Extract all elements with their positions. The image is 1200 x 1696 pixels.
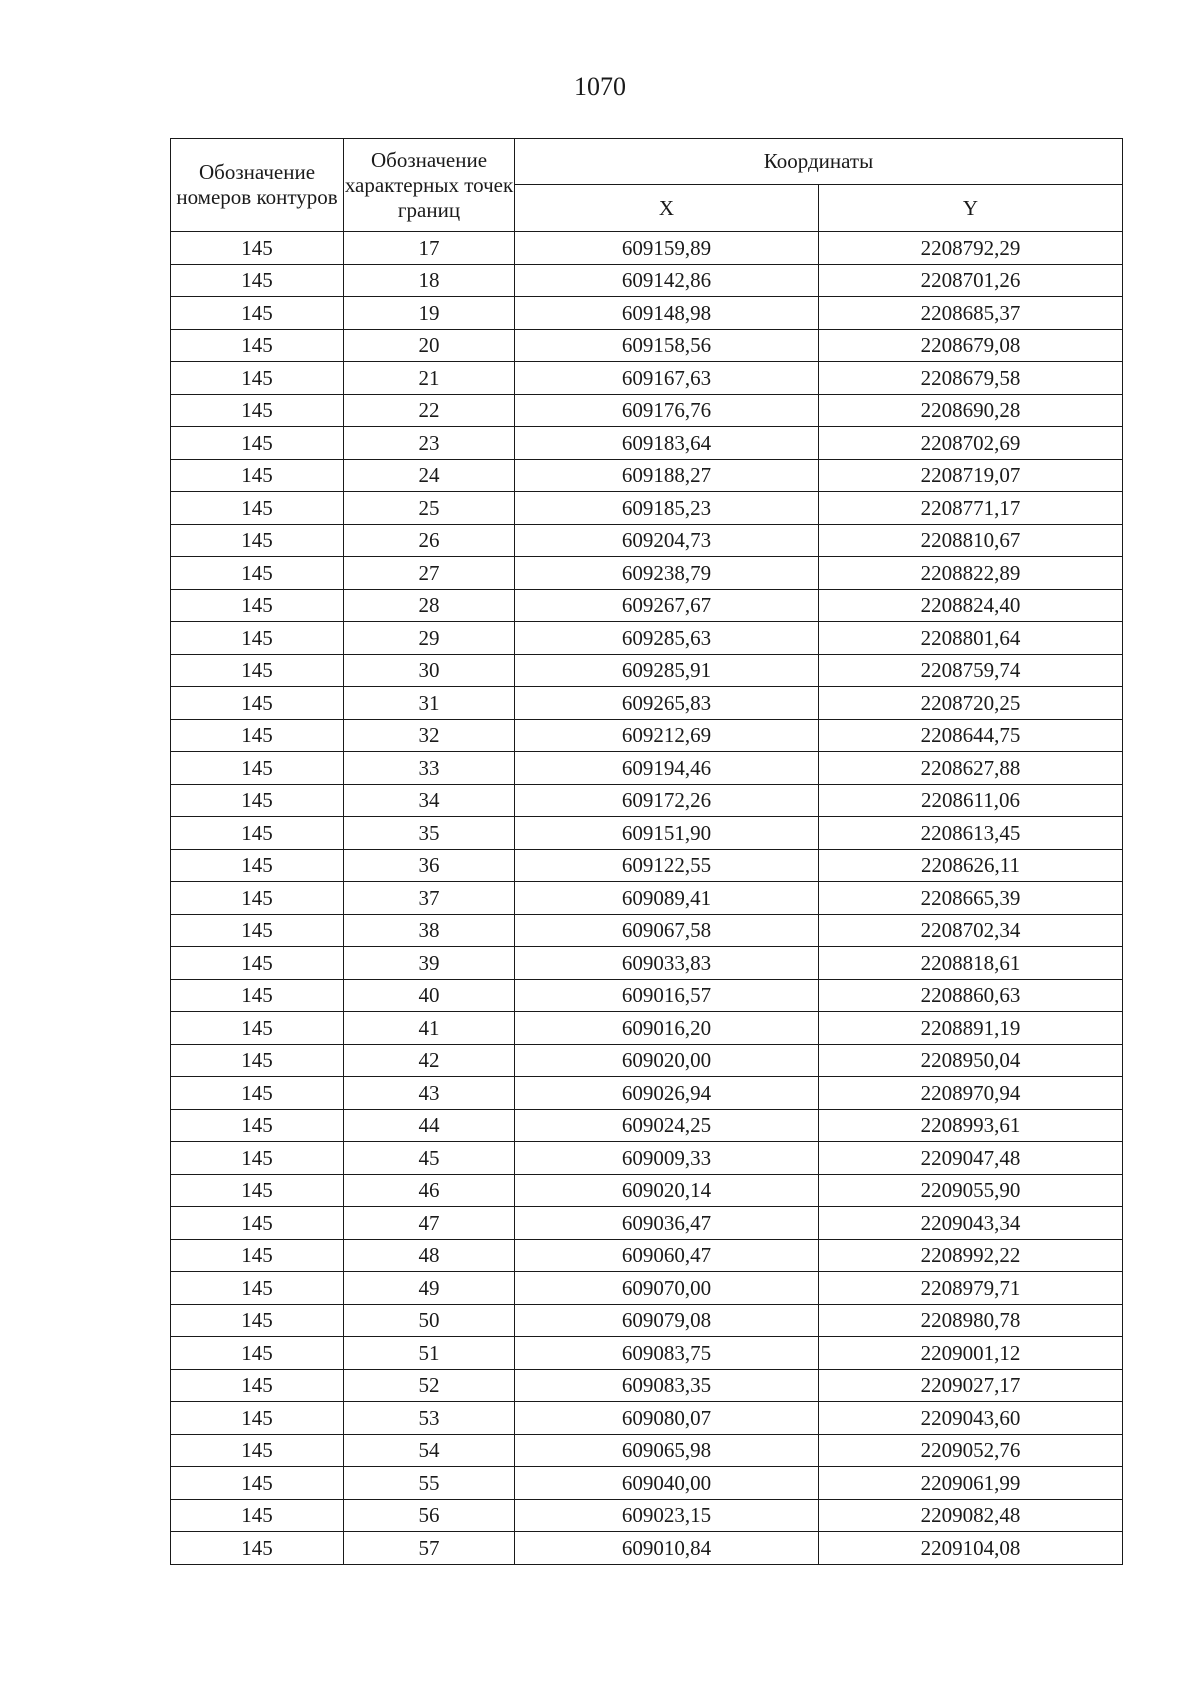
y-coordinate-cell: 2208665,39: [819, 882, 1123, 915]
x-coordinate-cell: 609020,00: [515, 1044, 819, 1077]
y-coordinate-cell: 2208611,06: [819, 784, 1123, 817]
x-coordinate-cell: 609158,56: [515, 329, 819, 362]
point-number-cell: 17: [344, 232, 515, 265]
x-coordinate-cell: 609142,86: [515, 264, 819, 297]
y-coordinate-cell: 2208993,61: [819, 1109, 1123, 1142]
y-coordinate-cell: 2208626,11: [819, 849, 1123, 882]
x-coordinate-cell: 609212,69: [515, 719, 819, 752]
x-column-header: X: [515, 185, 819, 232]
contour-number-cell: 145: [171, 362, 344, 395]
y-coordinate-cell: 2209082,48: [819, 1499, 1123, 1532]
contour-number-cell: 145: [171, 752, 344, 785]
point-number-cell: 46: [344, 1174, 515, 1207]
point-number-cell: 55: [344, 1467, 515, 1500]
point-number-cell: 25: [344, 492, 515, 525]
point-number-cell: 37: [344, 882, 515, 915]
y-coordinate-cell: 2208801,64: [819, 622, 1123, 655]
coordinates-header: Координаты: [515, 139, 1123, 185]
contour-number-cell: 145: [171, 914, 344, 947]
point-number-cell: 36: [344, 849, 515, 882]
table-row: [171, 1369, 1123, 1402]
table-row: [171, 492, 1123, 525]
point-number-cell: 53: [344, 1402, 515, 1435]
y-coordinate-cell: 2208818,61: [819, 947, 1123, 980]
x-coordinate-cell: 609183,64: [515, 427, 819, 460]
contour-number-cell: 145: [171, 1077, 344, 1110]
table-row: [171, 394, 1123, 427]
x-coordinate-cell: 609070,00: [515, 1272, 819, 1305]
point-number-cell: 50: [344, 1304, 515, 1337]
point-number-cell: 51: [344, 1337, 515, 1370]
contour-number-cell: 145: [171, 394, 344, 427]
y-coordinate-cell: 2208679,08: [819, 329, 1123, 362]
x-coordinate-cell: 609060,47: [515, 1239, 819, 1272]
point-number-cell: 39: [344, 947, 515, 980]
point-number-cell: 52: [344, 1369, 515, 1402]
y-coordinate-cell: 2208759,74: [819, 654, 1123, 687]
contour-number-cell: 145: [171, 1272, 344, 1305]
point-number-cell: 27: [344, 557, 515, 590]
table-row: [171, 1239, 1123, 1272]
table-row: [171, 1467, 1123, 1500]
point-number-cell: 31: [344, 687, 515, 720]
x-coordinate-cell: 609204,73: [515, 524, 819, 557]
table-row: [171, 232, 1123, 265]
y-coordinate-cell: 2208702,34: [819, 914, 1123, 947]
contour-number-cell: 145: [171, 1012, 344, 1045]
contour-number-cell: 145: [171, 524, 344, 557]
table-row: [171, 622, 1123, 655]
x-coordinate-cell: 609016,20: [515, 1012, 819, 1045]
table-row: [171, 1142, 1123, 1175]
table-row: [171, 1012, 1123, 1045]
table-row: [171, 1304, 1123, 1337]
x-coordinate-cell: 609033,83: [515, 947, 819, 980]
x-coordinate-cell: 609185,23: [515, 492, 819, 525]
y-coordinate-cell: 2209047,48: [819, 1142, 1123, 1175]
contour-number-cell: 145: [171, 459, 344, 492]
x-coordinate-cell: 609089,41: [515, 882, 819, 915]
y-coordinate-cell: 2209043,60: [819, 1402, 1123, 1435]
contour-number-cell: 145: [171, 784, 344, 817]
contour-number-cell: 145: [171, 1174, 344, 1207]
contour-number-cell: 145: [171, 1142, 344, 1175]
y-coordinate-cell: 2208690,28: [819, 394, 1123, 427]
contour-number-cell: 145: [171, 232, 344, 265]
y-coordinate-cell: 2209027,17: [819, 1369, 1123, 1402]
point-number-cell: 43: [344, 1077, 515, 1110]
y-coordinate-cell: 2208992,22: [819, 1239, 1123, 1272]
contour-number-cell: 145: [171, 1369, 344, 1402]
y-coordinate-cell: 2208771,17: [819, 492, 1123, 525]
x-coordinate-cell: 609083,75: [515, 1337, 819, 1370]
table-row: [171, 1207, 1123, 1240]
point-number-cell: 23: [344, 427, 515, 460]
table-row: [171, 297, 1123, 330]
table-row: [171, 914, 1123, 947]
y-coordinate-cell: 2208824,40: [819, 589, 1123, 622]
table-row: [171, 1499, 1123, 1532]
point-number-cell: 41: [344, 1012, 515, 1045]
y-coordinate-cell: 2208720,25: [819, 687, 1123, 720]
contour-number-cell: 145: [171, 492, 344, 525]
point-number-cell: 32: [344, 719, 515, 752]
table-row: [171, 1077, 1123, 1110]
contour-number-cell: 145: [171, 427, 344, 460]
y-coordinate-cell: 2208701,26: [819, 264, 1123, 297]
contour-number-cell: 145: [171, 1207, 344, 1240]
table-row: [171, 947, 1123, 980]
point-number-cell: 49: [344, 1272, 515, 1305]
table-row: [171, 557, 1123, 590]
point-number-cell: 34: [344, 784, 515, 817]
x-coordinate-cell: 609026,94: [515, 1077, 819, 1110]
table-row: [171, 882, 1123, 915]
y-coordinate-cell: 2208685,37: [819, 297, 1123, 330]
y-coordinate-cell: 2208792,29: [819, 232, 1123, 265]
point-number-cell: 18: [344, 264, 515, 297]
table-row: [171, 1272, 1123, 1305]
table-row: [171, 817, 1123, 850]
point-number-cell: 29: [344, 622, 515, 655]
x-coordinate-cell: 609194,46: [515, 752, 819, 785]
x-coordinate-cell: 609020,14: [515, 1174, 819, 1207]
contour-number-cell: 145: [171, 817, 344, 850]
point-number-cell: 24: [344, 459, 515, 492]
x-coordinate-cell: 609036,47: [515, 1207, 819, 1240]
table-row: [171, 264, 1123, 297]
y-coordinate-cell: 2208980,78: [819, 1304, 1123, 1337]
x-coordinate-cell: 609188,27: [515, 459, 819, 492]
contour-number-cell: 145: [171, 947, 344, 980]
y-coordinate-cell: 2208679,58: [819, 362, 1123, 395]
y-coordinate-cell: 2208702,69: [819, 427, 1123, 460]
contour-number-cell: 145: [171, 1402, 344, 1435]
point-number-cell: 30: [344, 654, 515, 687]
y-coordinate-cell: 2209052,76: [819, 1434, 1123, 1467]
x-coordinate-cell: 609080,07: [515, 1402, 819, 1435]
y-coordinate-cell: 2208719,07: [819, 459, 1123, 492]
y-column-header: Y: [819, 185, 1123, 232]
contour-number-cell: 145: [171, 1499, 344, 1532]
contour-number-cell: 145: [171, 1337, 344, 1370]
point-number-cell: 28: [344, 589, 515, 622]
x-coordinate-cell: 609083,35: [515, 1369, 819, 1402]
contour-number-cell: 145: [171, 622, 344, 655]
table-row: [171, 719, 1123, 752]
table-row: [171, 979, 1123, 1012]
point-number-cell: 45: [344, 1142, 515, 1175]
y-coordinate-cell: 2209104,08: [819, 1532, 1123, 1565]
point-number-cell: 21: [344, 362, 515, 395]
y-coordinate-cell: 2209001,12: [819, 1337, 1123, 1370]
table-row: [171, 752, 1123, 785]
x-coordinate-cell: 609167,63: [515, 362, 819, 395]
page-number: 1070: [574, 72, 626, 101]
x-coordinate-cell: 609010,84: [515, 1532, 819, 1565]
table-row: [171, 427, 1123, 460]
x-coordinate-cell: 609079,08: [515, 1304, 819, 1337]
table-row: [171, 1337, 1123, 1370]
x-coordinate-cell: 609023,15: [515, 1499, 819, 1532]
x-coordinate-cell: 609122,55: [515, 849, 819, 882]
y-coordinate-cell: 2208810,67: [819, 524, 1123, 557]
x-coordinate-cell: 609176,76: [515, 394, 819, 427]
table-row: [171, 1402, 1123, 1435]
table-row: [171, 524, 1123, 557]
x-coordinate-cell: 609151,90: [515, 817, 819, 850]
y-coordinate-cell: 2209061,99: [819, 1467, 1123, 1500]
x-coordinate-cell: 609040,00: [515, 1467, 819, 1500]
x-coordinate-cell: 609172,26: [515, 784, 819, 817]
contour-number-cell: 145: [171, 687, 344, 720]
point-number-cell: 33: [344, 752, 515, 785]
table-header: [171, 139, 1123, 232]
point-number-cell: 26: [344, 524, 515, 557]
table-row: [171, 459, 1123, 492]
x-coordinate-cell: 609238,79: [515, 557, 819, 590]
point-number-cell: 38: [344, 914, 515, 947]
contour-number-cell: 145: [171, 264, 344, 297]
table-row: [171, 654, 1123, 687]
y-coordinate-cell: 2208891,19: [819, 1012, 1123, 1045]
x-coordinate-cell: 609009,33: [515, 1142, 819, 1175]
y-coordinate-cell: 2208644,75: [819, 719, 1123, 752]
y-coordinate-cell: 2208860,63: [819, 979, 1123, 1012]
table-row: [171, 329, 1123, 362]
point-number-cell: 48: [344, 1239, 515, 1272]
x-coordinate-cell: 609285,91: [515, 654, 819, 687]
y-coordinate-cell: 2208950,04: [819, 1044, 1123, 1077]
table-row: [171, 1532, 1123, 1565]
y-coordinate-cell: 2208970,94: [819, 1077, 1123, 1110]
contour-number-cell: 145: [171, 849, 344, 882]
point-number-cell: 20: [344, 329, 515, 362]
y-coordinate-cell: 2209043,34: [819, 1207, 1123, 1240]
point-number-cell: 44: [344, 1109, 515, 1142]
contour-number-cell: 145: [171, 1532, 344, 1565]
table-body: [171, 232, 1123, 1565]
contour-number-cell: 145: [171, 882, 344, 915]
contour-number-cell: 145: [171, 1467, 344, 1500]
contour-number-cell: 145: [171, 719, 344, 752]
contour-number-cell: 145: [171, 979, 344, 1012]
contour-number-cell: 145: [171, 557, 344, 590]
point-number-cell: 42: [344, 1044, 515, 1077]
contour-number-cell: 145: [171, 654, 344, 687]
contour-number-cell: 145: [171, 1434, 344, 1467]
point-number-cell: 22: [344, 394, 515, 427]
contour-number-header: Обозначение номеров контуров: [171, 139, 344, 232]
contour-number-cell: 145: [171, 1239, 344, 1272]
table-row: [171, 362, 1123, 395]
contour-number-cell: 145: [171, 1109, 344, 1142]
table-row: [171, 1174, 1123, 1207]
table-row: [171, 849, 1123, 882]
coordinates-table: [170, 138, 1123, 1565]
contour-number-cell: 145: [171, 1044, 344, 1077]
x-coordinate-cell: 609016,57: [515, 979, 819, 1012]
point-number-cell: 47: [344, 1207, 515, 1240]
point-number-cell: 57: [344, 1532, 515, 1565]
point-number-cell: 40: [344, 979, 515, 1012]
x-coordinate-cell: 609065,98: [515, 1434, 819, 1467]
table-row: [171, 687, 1123, 720]
table-row: [171, 1109, 1123, 1142]
contour-number-cell: 145: [171, 329, 344, 362]
table-row: [171, 589, 1123, 622]
x-coordinate-cell: 609285,63: [515, 622, 819, 655]
table-row: [171, 784, 1123, 817]
x-coordinate-cell: 609067,58: [515, 914, 819, 947]
contour-number-cell: 145: [171, 1304, 344, 1337]
x-coordinate-cell: 609024,25: [515, 1109, 819, 1142]
y-coordinate-cell: 2208822,89: [819, 557, 1123, 590]
y-coordinate-cell: 2208613,45: [819, 817, 1123, 850]
y-coordinate-cell: 2208979,71: [819, 1272, 1123, 1305]
boundary-point-header: Обозначение характерных точек границ: [344, 139, 515, 232]
table-row: [171, 1434, 1123, 1467]
table-row: [171, 1044, 1123, 1077]
contour-number-cell: 145: [171, 589, 344, 622]
x-coordinate-cell: 609267,67: [515, 589, 819, 622]
point-number-cell: 19: [344, 297, 515, 330]
x-coordinate-cell: 609148,98: [515, 297, 819, 330]
y-coordinate-cell: 2208627,88: [819, 752, 1123, 785]
y-coordinate-cell: 2209055,90: [819, 1174, 1123, 1207]
point-number-cell: 35: [344, 817, 515, 850]
x-coordinate-cell: 609265,83: [515, 687, 819, 720]
contour-number-cell: 145: [171, 297, 344, 330]
point-number-cell: 56: [344, 1499, 515, 1532]
point-number-cell: 54: [344, 1434, 515, 1467]
x-coordinate-cell: 609159,89: [515, 232, 819, 265]
